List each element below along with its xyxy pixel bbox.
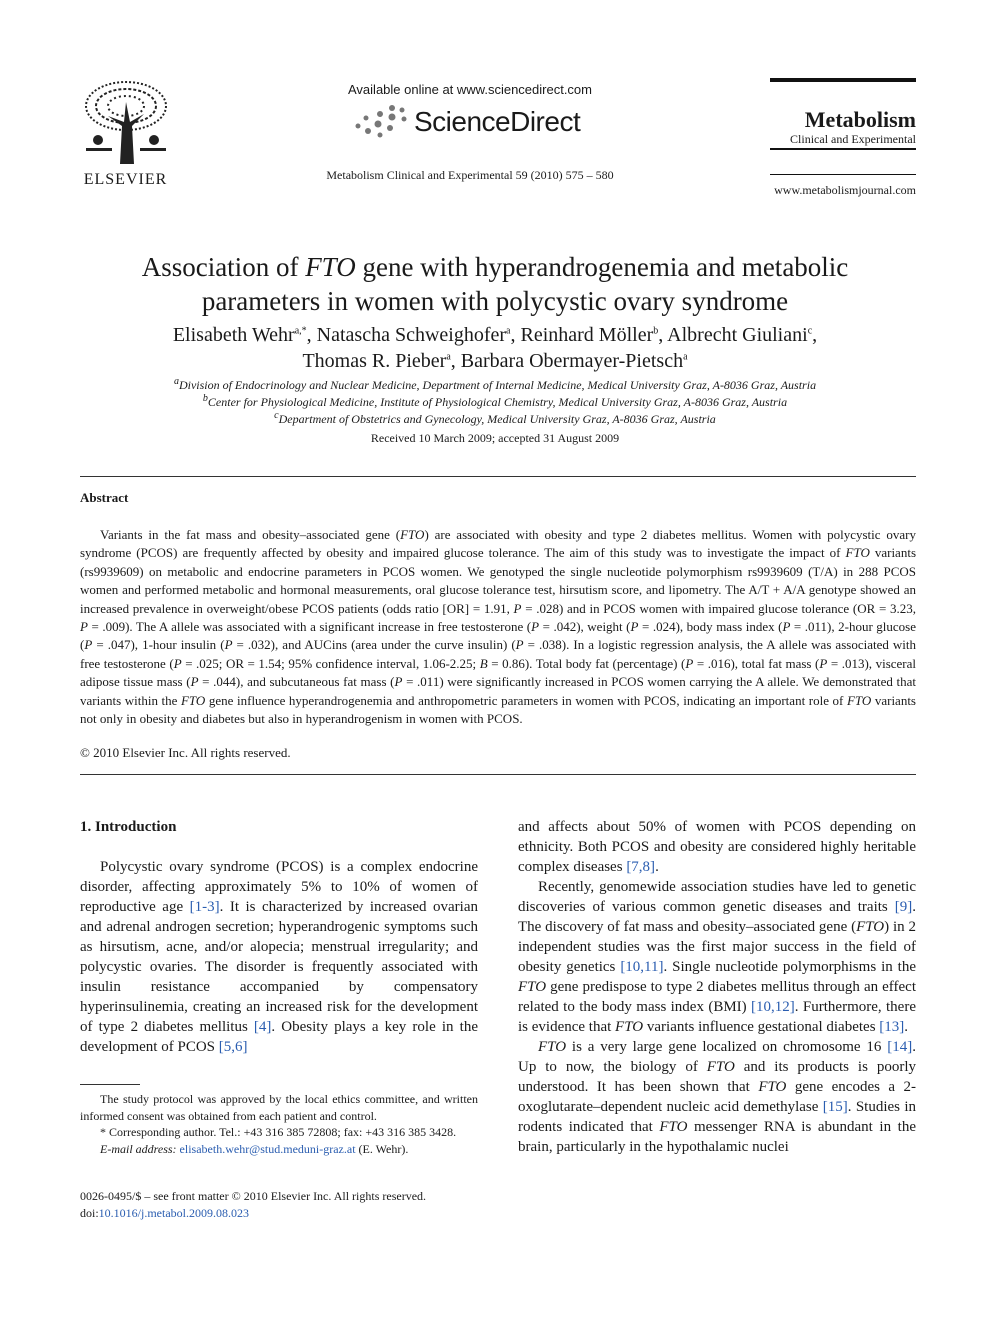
footnote-ethics: The study protocol was approved by the local ethics committee, and written informed consent was obtained from each patient and control.	[80, 1092, 478, 1123]
author-line-2: Thomas R. Pieber$^a$, Barbara Obermayer-Pietsch$^a$	[302, 350, 688, 372]
issn-doi	[80, 1188, 478, 1221]
journal-rule-bottom	[770, 174, 916, 175]
doi-link[interactable]: 10.1016/j.metabol.2009.08.023	[98, 1205, 249, 1220]
journal-title: Metabolism	[804, 107, 916, 132]
sciencedirect-dots-icon	[352, 104, 408, 140]
author-affiliation-mark: a	[683, 351, 688, 363]
author-name: Elisabeth Wehr	[172, 324, 295, 346]
author-line-1: Elisabeth Wehr$^{a,*}$, Natascha Schweighofer$^a$, Reinhard Möller$^b$, Albrecht Giuliani$^c$,	[172, 324, 818, 346]
body-column-right	[518, 817, 916, 1157]
intro-paragraph-2: Recently, genomewide association studies have led to genetic discoveries of various common genetic diseases and traits [9]. The discovery of fat mass and obesity–associated gene (FTO) in 2 independent studies was the first major success in the field of obesity genetics [10,11]. Single nucleotide polymorphisms in the FTO gene predispose to type 2 diabetes mellitus through an effect related to the body mass index (BMI) [10,12]. Furthermore, there is evidence that FTO variants influence gestational diabetes [13].	[518, 879, 916, 1035]
footnotes	[80, 1091, 478, 1157]
author-name: Thomas R. Pieber	[302, 350, 447, 372]
publisher-name: ELSEVIER	[83, 171, 168, 188]
available-online-text[interactable]: Available online at www.sciencedirect.com	[348, 82, 592, 97]
author-name: Barbara Obermayer-Pietsch	[460, 350, 684, 372]
affiliation-c: $^c$Department of Obstetrics and Gynecology, Medical University Graz, A-8036 Graz, Austria	[274, 410, 716, 426]
article-title: Association of FTO gene with hyperandrogenemia and metabolic parameters in women with polycystic ovary syndrome	[141, 252, 849, 316]
issn-line: 0026-0495/$ – see front matter © 2010 Elsevier Inc. All rights reserved.	[80, 1189, 427, 1203]
author-affiliation-mark: b	[653, 325, 659, 337]
affiliation-a: $^a$Division of Endocrinology and Nuclear Medicine, Department of Internal Medicine, Medical University Graz, A-8036 Graz, Austria	[173, 376, 817, 392]
abstract-heading: Abstract	[80, 490, 129, 505]
journal-citation: Metabolism Clinical and Experimental 59 (2010) 575 – 580	[326, 168, 614, 182]
author-affiliation-mark: a,*	[294, 325, 307, 337]
elsevier-logo	[78, 78, 173, 189]
journal-rule-middle	[770, 148, 916, 150]
abstract-rule-bottom	[80, 774, 916, 775]
intro-paragraph-1-continued: and affects about 50% of women with PCOS depending on ethnicity. Both PCOS and obesity are considered highly heritable complex diseases [7,8].	[518, 819, 916, 875]
section-heading: 1. Introduction	[80, 819, 177, 835]
sciencedirect-logo[interactable]	[352, 102, 580, 142]
email-link[interactable]: elisabeth.wehr@stud.meduni-graz.at	[179, 1141, 356, 1156]
abstract-rule-top	[80, 476, 916, 477]
footnote-rule	[80, 1084, 140, 1085]
intro-paragraph-1: Polycystic ovary syndrome (PCOS) is a complex endocrine disorder, affecting approximately 5% to 10% of women of reproductive age [1-3]. It is characterized by increased ovarian and adrenal androgen secretion; hyperandrogenic symptoms such as hirsutism, acne, and/or alopecia; menstrual irregularity; and polycystic ovaries. The disorder is frequently associated with insulin resistance accompanied by compensatory hyperinsulinemia, creating an increased risk for the development of type 2 diabetes mellitus [4]. Obesity plays a key role in the development of PCOS [5,6]	[80, 859, 478, 1055]
author-affiliation-mark: a	[506, 325, 511, 337]
author-name: Reinhard Möller	[520, 324, 654, 346]
abstract-text: Variants in the fat mass and obesity–associated gene (FTO) are associated with obesity and type 2 diabetes mellitus. Women with polycystic ovary syndrome (PCOS) are frequently affected by obesity and impaired glucose tolerance. The aim of this study was to investigate the impact of FTO variants (rs9939609) on metabolic and endocrine parameters in PCOS women. We genotyped the single nucleotide polymorphism rs9939609 (T/A) in 288 PCOS women and performed metabolic and hormonal measurements, oral glucose tolerance test, hirsutism score, and lipometry. The A/T + A/A genotype showed an increased prevalence in overweight/obese PCOS patients (odds ratio [OR] = 1.91, P = .028) and in PCOS women with impaired glucose tolerance (OR = 3.23, P = .009). The A allele was associated with a significant increase in free testosterone (P = .042), weight (P = .024), body mass index (P = .011), 2-hour glucose (P = .047), 1-hour insulin (P = .032), and AUCins (area under the curve insulin) (P = .038). In a logistic regression analysis, the A allele was associated with free testosterone (P = .025; OR = 1.54; 95% confidence interval, 1.06-2.25; B = 0.86). Total body fat (percentage) (P = .016), total fat mass (P = .013), visceral adipose tissue mass (P = .044), and subcutaneous fat mass (P = .011) were significantly increased in PCOS women carrying the A allele. We demonstrated that variants within the FTO gene influence hyperandrogenemia and anthropometric parameters in women with PCOS, indicating an important role of FTO variants not only in obesity and diabetes but also in hyperandrogenism in women with PCOS.	[80, 527, 917, 727]
doi-line: doi:10.1016/j.metabol.2009.08.023	[80, 1205, 249, 1220]
author-name: Albrecht Giuliani	[667, 324, 808, 346]
elsevier-tree-icon	[78, 78, 173, 164]
journal-subtitle: Clinical and Experimental	[790, 132, 916, 146]
author-name: Natascha Schweighofer	[316, 324, 507, 346]
intro-paragraph-3: FTO is a very large gene localized on chromosome 16 [14]. Up to now, the biology of FTO and its products is poorly understood. It has been shown that FTO gene encodes a 2-oxoglutarate–dependent nucleic acid demethylase [15]. Studies in rodents indicated that FTO messenger RNA is abundant in the brain, particularly in the hypothalamic nuclei	[518, 1039, 917, 1155]
author-affiliation-mark: c	[807, 325, 813, 337]
author-list	[80, 322, 910, 374]
author-affiliation-mark: a	[446, 351, 451, 363]
received-dates: Received 10 March 2009; accepted 31 August 2009	[370, 431, 620, 445]
footnote-email: E-mail address: elisabeth.wehr@stud.meduni-graz.at (E. Wehr).	[100, 1141, 409, 1156]
sciencedirect-wordmark: ScienceDirect	[414, 106, 581, 137]
journal-rule-top	[770, 78, 916, 82]
footnote-corresponding: * Corresponding author. Tel.: +43 316 385 72808; fax: +43 316 385 3428.	[100, 1125, 457, 1139]
body-column-left	[80, 817, 478, 1057]
journal-website-link[interactable]: www.metabolismjournal.com	[774, 183, 916, 197]
affiliation-b: $^b$Center for Physiological Medicine, Institute of Physiological Chemistry, Medical University Graz, A-8036 Graz, Austria	[202, 393, 788, 409]
abstract-copyright: © 2010 Elsevier Inc. All rights reserved.	[80, 745, 291, 760]
